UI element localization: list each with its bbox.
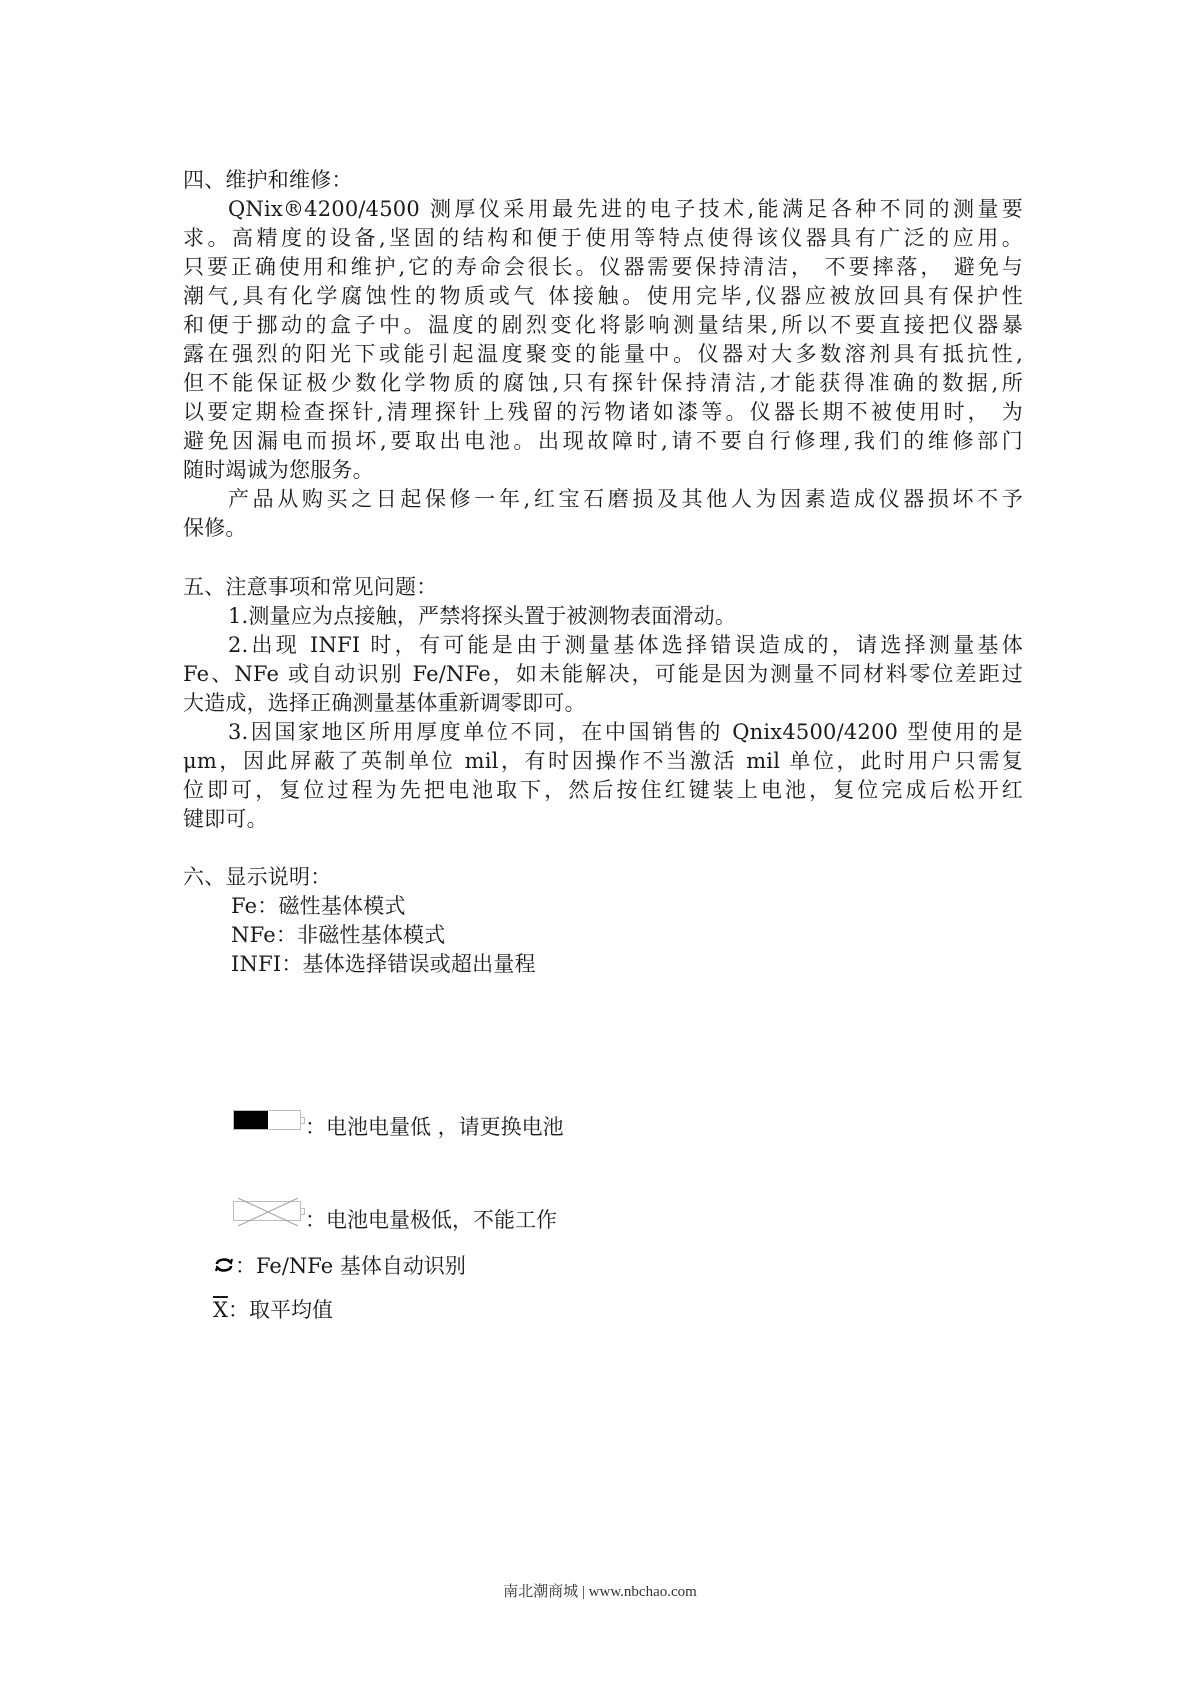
paragraph-line: 和便于挪动的盒子中。温度的剧烈变化将影响测量结果,所以不要直接把仪器暴 [183, 313, 1023, 337]
note-item-2-line: Fe、NFe 或自动识别 Fe/NFe，如未能解决，可能是因为测量不同材料零位差距过 [183, 662, 1023, 686]
section-display-legend [183, 863, 1023, 979]
note-item-3-line: 键即可。 [183, 807, 268, 831]
legend-battery-empty [233, 1196, 557, 1232]
legend-text: ：Fe/NFe 基体自动识别 [235, 1254, 466, 1278]
paragraph-line: 潮气,具有化学腐蚀性的物质或气 体接触。使用完毕,仪器应被放回具有保护性 [183, 284, 1023, 308]
section-heading: 四、维护和维修： [183, 168, 353, 192]
legend-text: 电池电量极低，不能工作 [326, 1208, 557, 1232]
note-item-2-line: 大造成，选择正确测量基体重新调零即可。 [183, 691, 586, 715]
note-item-1: 1.测量应为点接触，严禁将探头置于被测物表面滑动。 [228, 604, 737, 628]
mode-fe: Fe：磁性基体模式 [231, 894, 406, 918]
paragraph-line: 随时竭诚为您服务。 [183, 458, 374, 482]
warranty-line: 保修。 [183, 516, 247, 540]
note-item-2-line: 2.出现 INFI 时，有可能是由于测量基体选择错误造成的，请选择测量基体 [228, 633, 1023, 657]
legend-colon: ： [305, 1208, 326, 1232]
section-heading: 五、注意事项和常见问题： [183, 575, 438, 599]
average-symbol-icon: $\overline{X}$ [213, 1298, 228, 1322]
section-notes-faq [183, 573, 1023, 834]
section-heading: 六、显示说明： [183, 865, 332, 889]
paragraph-line: 避免因漏电而损坏,要取出电池。出现故障时,请不要自行修理,我们的维修部门 [183, 429, 1023, 453]
paragraph-line: 只要正确使用和维护,它的寿命会很长。仪器需要保持清洁， 不要摔落， 避免与 [183, 255, 1023, 279]
legend-text: ：取平均值 [227, 1298, 333, 1322]
mode-nfe: NFe：非磁性基体模式 [231, 923, 446, 947]
battery-empty-icon [233, 1201, 301, 1221]
legend-average [213, 1296, 333, 1325]
note-item-3-line: 位即可，复位过程为先把电池取下，然后按住红键装上电池，复位完成后松开红 [183, 778, 1023, 802]
paragraph-line: QNix®4200/4500 测厚仪采用最先进的电子技术,能满足各种不同的测量要 [228, 197, 1023, 221]
paragraph-line: 露在强烈的阳光下或能引起温度聚变的能量中。仪器对大多数溶剂具有抵抗性, [183, 342, 1023, 366]
legend-battery-low [233, 1105, 564, 1139]
section-maintenance [183, 166, 1023, 543]
note-item-3-line: 3.因国家地区所用厚度单位不同，在中国销售的 Qnix4500/4200 型使用的是 [228, 720, 1023, 744]
legend-text: 电池电量低 ，请更换电池 [326, 1115, 564, 1139]
warranty-line: 产品从购买之日起保修一年,红宝石磨损及其他人为因素造成仪器损坏不予 [228, 487, 1023, 511]
note-item-3-line: μm，因此屏蔽了英制单位 mil，有时因操作不当激活 mil 单位，此时用户只需复 [183, 749, 1023, 773]
mode-infi: INFI：基体选择错误或超出量程 [231, 952, 536, 976]
legend-colon: ： [305, 1115, 326, 1139]
auto-detect-icon [213, 1252, 235, 1281]
battery-low-icon [233, 1110, 301, 1130]
paragraph-line: 以要定期检查探针,清理探针上残留的污物诸如漆等。仪器长期不被使用时， 为 [183, 400, 1023, 424]
legend-auto-detect [213, 1252, 466, 1281]
paragraph-line: 求。高精度的设备,坚固的结构和便于使用等特点使得该仪器具有广泛的应用。 [183, 226, 1023, 250]
paragraph-line: 但不能保证极少数化学物质的腐蚀,只有探针保持清洁,才能获得准确的数据,所 [183, 371, 1023, 395]
page-footer: 南北潮商城 | www.nbchao.com [503, 1584, 697, 1600]
